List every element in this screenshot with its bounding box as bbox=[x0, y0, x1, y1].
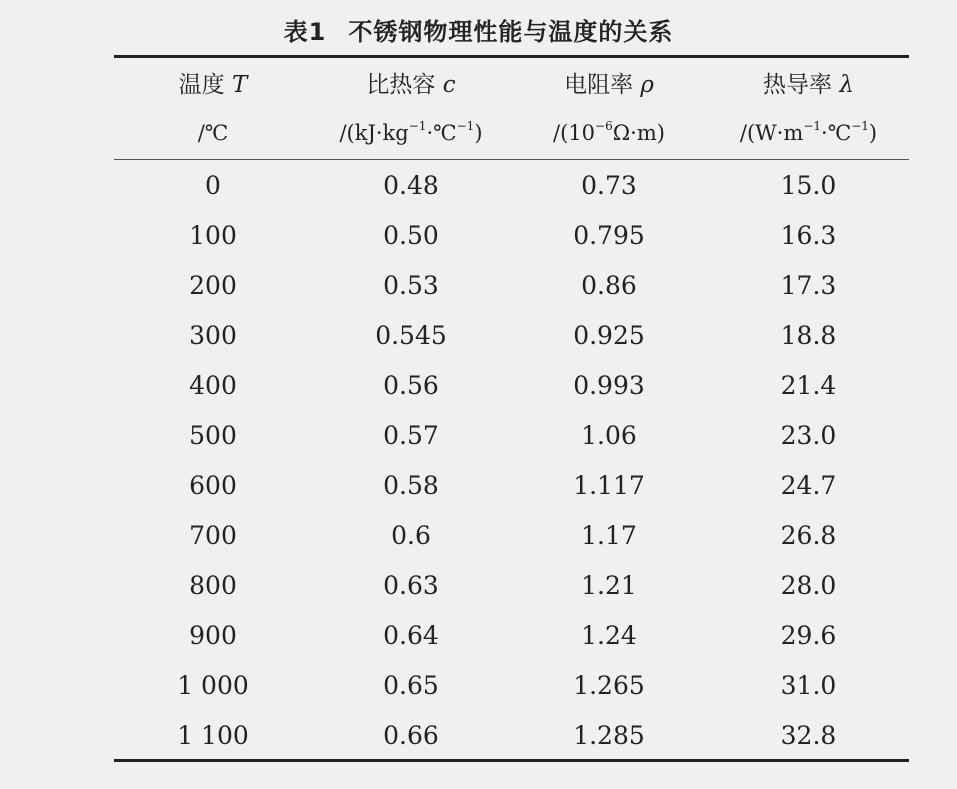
unit-conductivity bbox=[708, 114, 909, 152]
cell-specific-heat: 0.50 bbox=[383, 221, 439, 250]
bottom-rule bbox=[114, 759, 909, 762]
header-resistivity-name: 电阻率 bbox=[564, 72, 634, 98]
cell-specific-heat: 0.57 bbox=[383, 421, 439, 450]
unit-conductivity-suffix: ) bbox=[868, 121, 878, 145]
table-row bbox=[114, 311, 909, 361]
table-row bbox=[114, 511, 909, 561]
header-conductivity-name: 热导率 bbox=[763, 72, 833, 98]
cell-conductivity: 26.8 bbox=[780, 521, 837, 550]
cell-temperature: 200 bbox=[189, 271, 237, 300]
unit-specific-heat bbox=[312, 114, 510, 152]
header-rule bbox=[114, 159, 909, 160]
header-specific-heat-name: 比热容 bbox=[366, 72, 436, 98]
cell-specific-heat: 0.48 bbox=[383, 171, 439, 200]
unit-specific-heat-suffix: ) bbox=[474, 121, 483, 145]
cell-resistivity: 1.06 bbox=[581, 421, 637, 450]
cell-specific-heat: 0.56 bbox=[383, 371, 439, 400]
table-row bbox=[114, 411, 909, 461]
header-conductivity-symbol: λ bbox=[839, 72, 854, 98]
cell-specific-heat: 0.66 bbox=[383, 721, 439, 750]
unit-specific-heat-exp1: −1 bbox=[408, 119, 427, 133]
cell-resistivity: 0.925 bbox=[573, 321, 645, 350]
table-number: 表1 bbox=[283, 18, 327, 46]
unit-resistivity-suffix: Ω·m) bbox=[612, 121, 665, 145]
cell-specific-heat: 0.545 bbox=[375, 321, 447, 350]
table-row bbox=[114, 561, 909, 611]
table-row bbox=[114, 711, 909, 761]
cell-conductivity: 29.6 bbox=[780, 621, 837, 650]
cell-specific-heat: 0.6 bbox=[391, 521, 431, 550]
cell-resistivity: 1.265 bbox=[573, 671, 645, 700]
table-row bbox=[114, 211, 909, 261]
header-temperature-name: 温度 bbox=[178, 72, 225, 98]
cell-conductivity: 17.3 bbox=[780, 271, 837, 300]
cell-specific-heat: 0.64 bbox=[383, 621, 439, 650]
header-conductivity bbox=[708, 66, 909, 104]
table-row bbox=[114, 661, 909, 711]
header-row-names bbox=[114, 66, 909, 104]
unit-conductivity-exp2: −1 bbox=[851, 119, 869, 133]
cell-temperature: 1 000 bbox=[177, 671, 249, 700]
cell-temperature: 1 100 bbox=[177, 721, 249, 750]
table-row bbox=[114, 611, 909, 661]
top-rule bbox=[114, 55, 909, 58]
cell-resistivity: 0.795 bbox=[573, 221, 645, 250]
cell-temperature: 700 bbox=[189, 521, 237, 550]
header-temperature bbox=[114, 66, 312, 104]
header-temperature-symbol: T bbox=[231, 72, 248, 98]
cell-temperature: 400 bbox=[189, 371, 237, 400]
cell-conductivity: 18.8 bbox=[780, 321, 837, 350]
cell-conductivity: 31.0 bbox=[780, 671, 837, 700]
unit-temperature: /℃ bbox=[197, 121, 229, 145]
cell-conductivity: 32.8 bbox=[780, 721, 837, 750]
unit-specific-heat-prefix: /(kJ·kg bbox=[339, 121, 409, 145]
table-row bbox=[114, 461, 909, 511]
cell-temperature: 500 bbox=[189, 421, 237, 450]
unit-conductivity-exp1: −1 bbox=[803, 119, 822, 133]
cell-temperature: 300 bbox=[189, 321, 237, 350]
unit-resistivity-exp1: −6 bbox=[595, 119, 613, 133]
cell-resistivity: 1.17 bbox=[581, 521, 637, 550]
cell-conductivity: 15.0 bbox=[780, 171, 837, 200]
table-caption: 不锈钢物理性能与温度的关系 bbox=[348, 18, 674, 46]
table-title bbox=[0, 14, 957, 50]
cell-resistivity: 0.993 bbox=[573, 371, 645, 400]
table-row bbox=[114, 261, 909, 311]
header-resistivity-symbol: ρ bbox=[640, 72, 654, 98]
table-row bbox=[114, 161, 909, 211]
cell-conductivity: 24.7 bbox=[780, 471, 837, 500]
table-row bbox=[114, 361, 909, 411]
cell-resistivity: 1.21 bbox=[581, 571, 637, 600]
unit-resistivity-prefix: /(10 bbox=[553, 121, 596, 145]
cell-temperature: 900 bbox=[189, 621, 237, 650]
cell-resistivity: 0.86 bbox=[581, 271, 637, 300]
cell-temperature: 800 bbox=[189, 571, 237, 600]
cell-specific-heat: 0.53 bbox=[383, 271, 439, 300]
unit-specific-heat-mid: ·℃ bbox=[426, 121, 457, 145]
table-body bbox=[114, 161, 909, 761]
cell-temperature: 600 bbox=[189, 471, 237, 500]
unit-conductivity-mid: ·℃ bbox=[821, 121, 852, 145]
unit-resistivity bbox=[510, 114, 708, 152]
header-specific-heat bbox=[312, 66, 510, 104]
cell-resistivity: 0.73 bbox=[581, 171, 637, 200]
unit-specific-heat-exp2: −1 bbox=[456, 119, 475, 133]
cell-resistivity: 1.24 bbox=[581, 621, 637, 650]
header-resistivity bbox=[510, 66, 708, 104]
cell-temperature: 0 bbox=[205, 171, 221, 200]
unit-conductivity-prefix: /(W·m bbox=[739, 121, 804, 145]
cell-conductivity: 28.0 bbox=[780, 571, 837, 600]
cell-specific-heat: 0.58 bbox=[383, 471, 439, 500]
cell-specific-heat: 0.65 bbox=[383, 671, 439, 700]
cell-conductivity: 23.0 bbox=[780, 421, 837, 450]
header-specific-heat-symbol: c bbox=[442, 72, 456, 98]
cell-conductivity: 21.4 bbox=[780, 371, 837, 400]
cell-temperature: 100 bbox=[189, 221, 237, 250]
cell-specific-heat: 0.63 bbox=[383, 571, 439, 600]
cell-resistivity: 1.117 bbox=[573, 471, 645, 500]
cell-resistivity: 1.285 bbox=[573, 721, 645, 750]
cell-conductivity: 16.3 bbox=[780, 221, 837, 250]
header-row-units bbox=[114, 114, 909, 152]
